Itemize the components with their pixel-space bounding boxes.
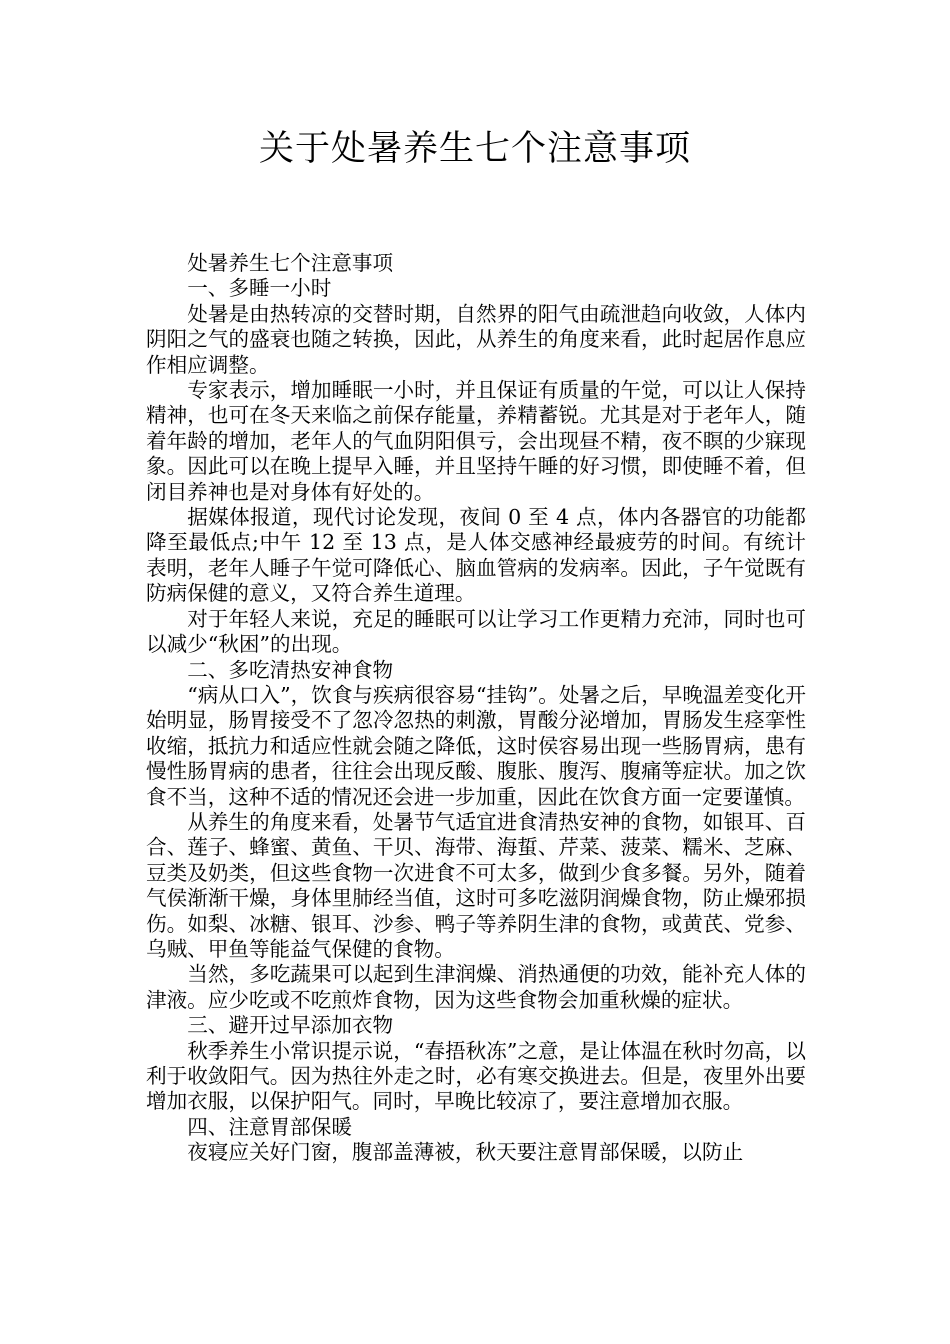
section-heading: 一、多睡一小时 [187,276,332,301]
body-paragraph: 据媒体报道，现代讨论发现，夜间 0 至 4 点，体内各器官的功能都降至最低点;中午 12 至 13 点，是人体交感神经最疲劳的时间。有统计表明，老年人睡子午觉可降低心、脑血管病的发病率。因此，子午觉既有防病保健的意义，又符合养生道理。 [146,505,806,606]
document-body [146,251,806,1166]
body-paragraph: 处暑是由热转凉的交替时期，自然界的阳气由疏泄趋向收敛，人体内阴阳之气的盛衰也随之转换，因此，从养生的角度来看，此时起居作息应作相应调整。 [146,301,806,377]
body-paragraph: 专家表示，增加睡眠一小时，并且保证有质量的午觉，可以让人保持精神，也可在冬天来临之前保存能量，养精蓄锐。尤其是对于老年人，随着年龄的增加，老年人的气血阴阳俱亏，会出现昼不精，夜不瞑的少寐现象。因此可以在晚上提早入睡，并且坚持午睡的好习惯，即使睡不着，但闭目养神也是对身体有好处的。 [146,378,806,504]
body-paragraph: 处暑养生七个注意事项 [187,251,394,275]
section-heading: 二、多吃清热安神食物 [187,657,394,682]
body-paragraph: 对于年轻人来说，充足的睡眠可以让学习工作更精力充沛，同时也可以减少“秋困”的出现。 [146,606,806,657]
body-paragraph: 秋季养生小常识提示说，“春捂秋冻”之意，是让体温在秋时勿高，以利于收敛阳气。因为热往外走之时，必有寒交换进去。但是，夜里外出要增加衣服，以保护阳气。同时，早晚比较凉了，要注意增加衣服。 [146,1038,806,1114]
body-paragraph: 夜寝应关好门窗，腹部盖薄被，秋天要注意胃部保暖，以防止 [187,1140,744,1165]
body-paragraph: 从养生的角度来看，处暑节气适宜进食清热安神的食物，如银耳、百合、莲子、蜂蜜、黄鱼、干贝、海带、海蜇、芹菜、菠菜、糯米、芝麻、豆类及奶类，但这些食物一次进食不可太多，做到少食多餐。另外，随着气侯渐渐干燥，身体里肺经当值，这时可多吃滋阴润燥食物，防止燥邪损伤。如梨、冰糖、银耳、沙参、鸭子等养阴生津的食物，或黄芪、党参、乌贼、甲鱼等能益气保健的食物。 [146,809,806,961]
body-paragraph: “病从口入”，饮食与疾病很容易“挂钩”。处暑之后，早晚温差变化开始明显，肠胃接受不了忽冷忽热的刺激，胃酸分泌增加，胃肠发生痉挛性收缩，抵抗力和适应性就会随之降低，这时侯容易出现一些肠胃病，患有慢性肠胃病的患者，往往会出现反酸、腹胀、腹泻、腹痛等症状。加之饮食不当，这种不适的情况还会进一步加重，因此在饮食方面一定要谨慎。 [146,682,806,809]
document-title: 关于处暑养生七个注意事项 [258,129,691,169]
body-paragraph: 当然，多吃蔬果可以起到生津润燥、消热通便的功效，能补充人体的津液。应少吃或不吃煎炸食物，因为这些食物会加重秋燥的症状。 [146,962,806,1012]
section-heading: 四、注意胃部保暖 [187,1114,352,1139]
section-heading: 三、避开过早添加衣物 [187,1013,394,1038]
